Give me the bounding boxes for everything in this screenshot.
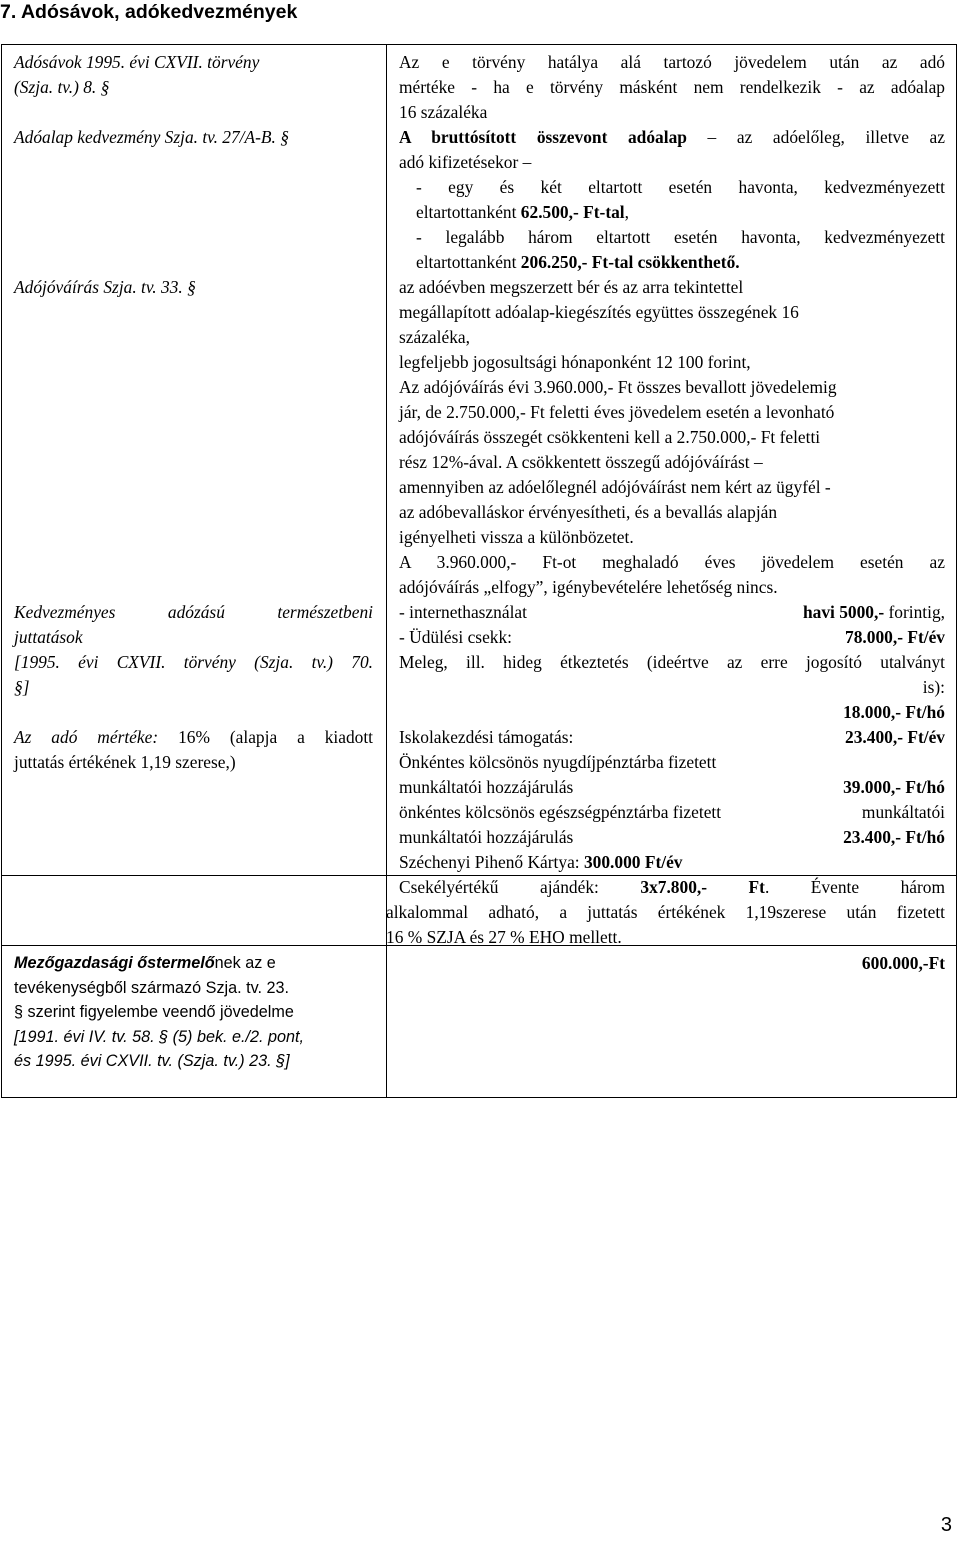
kedvezmenyes-title-2: juttatások bbox=[14, 627, 83, 647]
internet-row: - internethasználat havi 5000,- forintig, bbox=[399, 602, 945, 622]
section-heading: 7. Adósávok, adókedvezmények bbox=[0, 1, 298, 23]
adoalap-bullet: - legalább három eltartott esetén havonta, kedvezményezett bbox=[416, 227, 945, 247]
adosavok-label: Adósávok 1995. évi CXVII. törvény (Szja. tv.) 8. § bbox=[14, 52, 260, 97]
szechenyi-row: Széchenyi Pihenő Kártya: 300.000 Ft/év bbox=[399, 852, 683, 872]
kedvezmenyes-section bbox=[14, 600, 373, 775]
adoalap-bullet: - egy és két eltartott esetén havonta, kedvezményezett bbox=[416, 177, 945, 197]
mezogazdasagi-line: § szerint figyelembe veendő jövedelme bbox=[14, 1003, 294, 1021]
rate-line-2: juttatás értékének 1,19 szerese,) bbox=[14, 752, 236, 772]
adosavok-text: Az e törvény hatálya alá tartozó jövedelem után az adó mértéke - ha e törvény másként nem rendelkezik - az adóalap 16 százaléka bbox=[399, 52, 945, 122]
juttatasok-list: - internethasználat havi 5000,- forintig, - Üdülési csekk: 78.000,- Ft/év Meleg, ill. hideg étkeztetés (ideértve az erre jogosító utalványt is): 18.000,- Ft/hó Iskolakezdési támogatás: 23.400,- Ft/év Önkéntes kölcsönös nyugdíjpénztárba fizetett munkáltatói hozzájárulás 39.000,- Ft/hó önkéntes kölcsönös egészségpénztárba fizetett munkáltatói munkáltatói hozzájárulás 23.400,- Ft/hó Széchenyi Pihenő Kártya: 300.000 Ft/év bbox=[399, 600, 945, 875]
meleg-row: Meleg, ill. hideg étkeztetés (ideértve az erre jogosító utalványt bbox=[399, 652, 945, 672]
egeszseg-row: önkéntes kölcsönös egészségpénztárba fizetett munkáltatói bbox=[399, 802, 945, 822]
tax-table bbox=[1, 44, 957, 1098]
mezogazdasagi-section bbox=[14, 951, 373, 1074]
mezogazdasagi-ref: [1991. évi IV. tv. 58. § (5) bek. e./2. pont, bbox=[14, 1027, 305, 1046]
kedvezmenyes-title: Kedvezményes adózású természetbeni bbox=[14, 602, 373, 622]
csekely-row: Csekélyértékű ajándék: 3x7.800,- Ft. Évente három alkalommal adható, a juttatás értékének 1,19szerese után fizetett 16 % SZJA és 27 % EHO mellett. bbox=[386, 877, 945, 947]
nyugdij-row: Önkéntes kölcsönös nyugdíjpénztárba fizetett bbox=[399, 752, 717, 772]
mezogazdasagi-ref: és 1995. évi CXVII. tv. (Szja. tv.) 23. §] bbox=[14, 1052, 290, 1070]
kedvezmenyes-ref: [1995. évi CXVII. törvény (Szja. tv.) 70. bbox=[14, 652, 373, 672]
page-number: 3 bbox=[940, 1514, 952, 1536]
adoalap-label: Adóalap kedvezmény Szja. tv. 27/A-B. § bbox=[14, 127, 289, 147]
adojovairas-text: az adóévben megszerzett bér és az arra tekintettel megállapított adóalap-kiegészítés együttes összegének 16 százaléka, legfeljebb jogosultsági hónaponként 12 100 forint, Az adójóváírás évi 3.960.000,- Ft összes bevallott jövedelemig jár, de 2.750.000,- Ft feletti éves jövedelem esetén a levonható adójóváírás összegét csökkenteni kell a 2.750.000,- Ft feletti rész 12%-ával. A csökkentett összegű adójóváírást – amennyiben az adóelőlegnél adójóváírást nem kért az ügyfél - az adóbevalláskor érvényesítheti, és a bevallás alapján igényelheti vissza a különbözetet. A 3.960.000,- Ft-ot meghaladó éves jövedelem esetén az adójóváírás „elfogy”, igénybevételére lehetőség nincs. bbox=[399, 277, 945, 597]
adojovairas-label: Adójóváírás Szja. tv. 33. § bbox=[14, 277, 196, 297]
rate-line: Az adó mértéke: 16% (alapja a kiadott bbox=[14, 727, 374, 747]
kedvezmenyes-ref-2: §] bbox=[14, 677, 30, 697]
iskola-row: Iskolakezdési támogatás: 23.400,- Ft/év bbox=[399, 727, 945, 747]
udulesi-row: - Üdülési csekk: 78.000,- Ft/év bbox=[399, 627, 945, 647]
adoalap-text: A bruttósított összevont adóalap – az adóelőleg, illetve az adó kifizetésekor – - egy és két eltartott esetén havonta, kedvezményezett eltartottanként 62.500,- Ft-tal, - legalább három eltartott esetén havonta, kedvezményezett eltartottanként 206.250,- Ft-tal csökkenthető. bbox=[399, 127, 945, 272]
mezogazdasagi-line: tevékenységből származó Szja. tv. 23. bbox=[14, 978, 290, 997]
mezogazdasagi-value: 600.000,-Ft bbox=[861, 953, 945, 973]
mezogazdasagi-title: Mezőgazdasági őstermelőnek az e bbox=[14, 954, 276, 972]
